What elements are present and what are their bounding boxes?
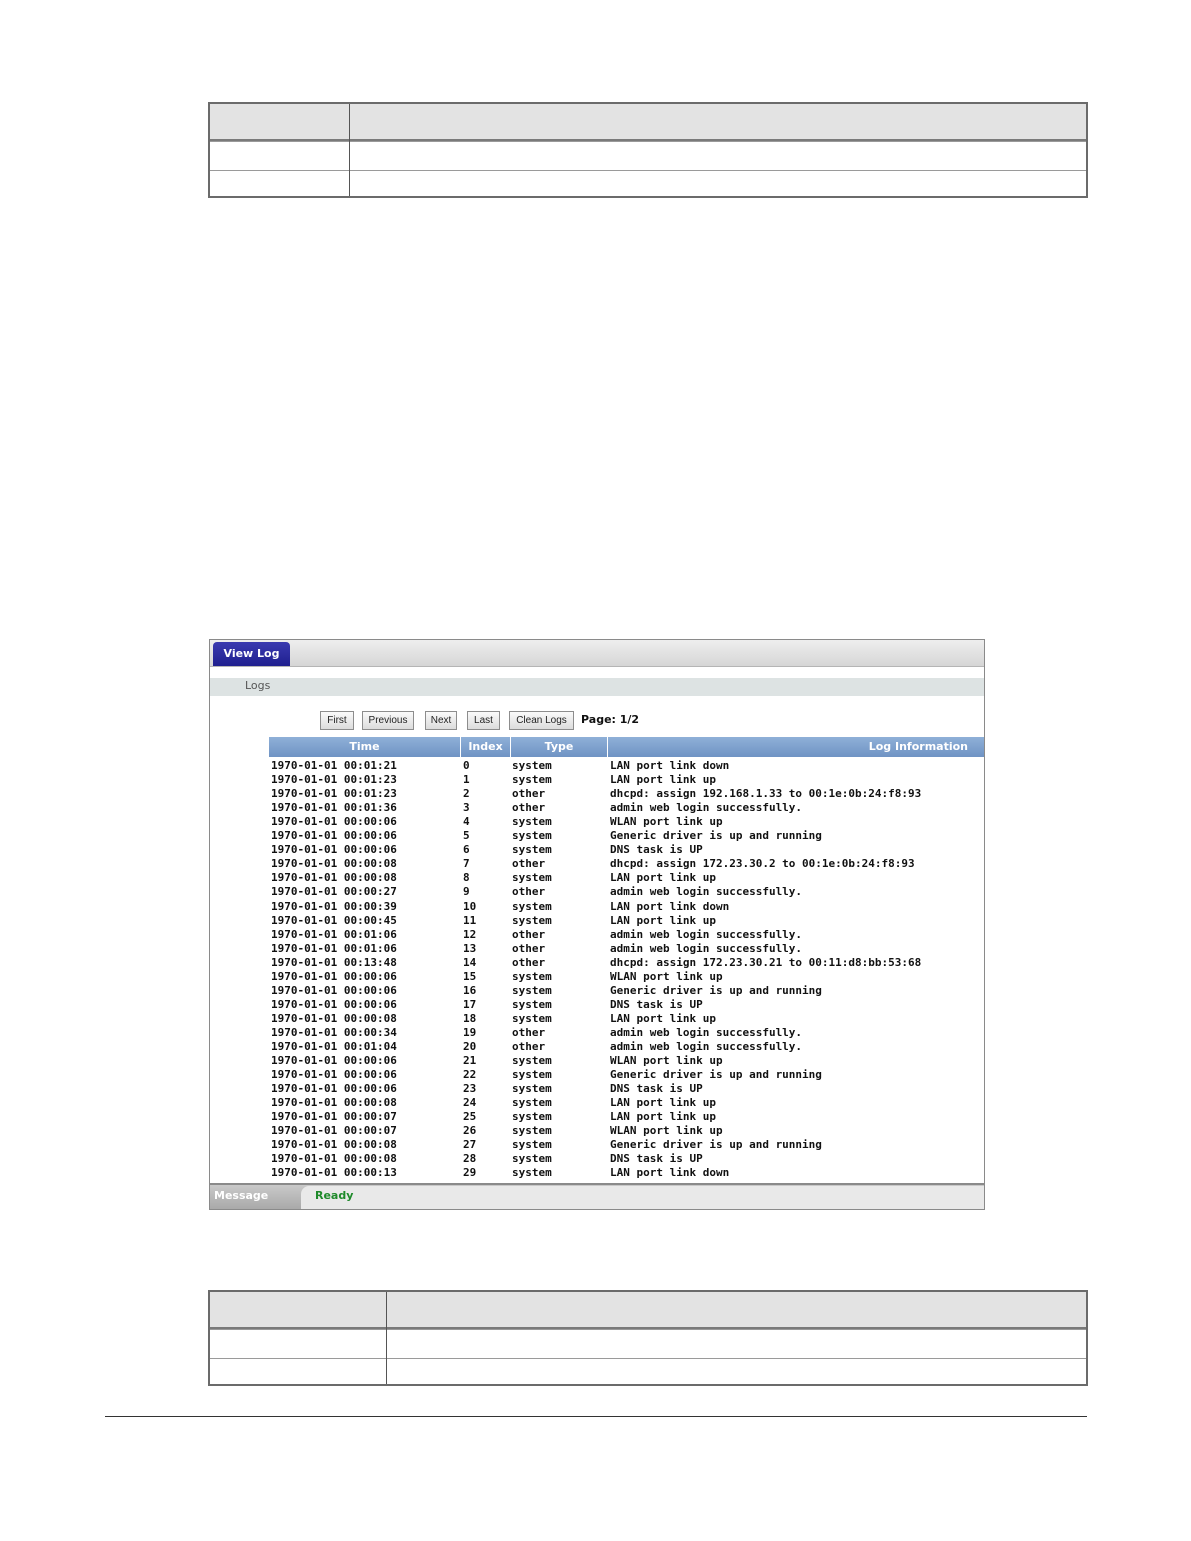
log-row (210, 1110, 985, 1124)
log-type: other (512, 927, 546, 941)
log-time: 1970-01-01 00:01:23 (271, 787, 397, 801)
log-type: system (512, 773, 552, 787)
previous-button[interactable]: Previous (362, 711, 414, 730)
log-type: other (512, 787, 546, 801)
column-header-time: Time (269, 737, 461, 757)
log-information: dhcpd: assign 172.23.30.21 to 00:11:d8:bb:53:68 (610, 955, 922, 969)
log-information: DNS task is UP (610, 843, 703, 857)
log-time: 1970-01-01 00:00:08 (271, 1138, 397, 1152)
log-type: system (512, 1138, 552, 1152)
log-type: system (512, 1068, 552, 1082)
log-row (210, 885, 985, 899)
log-type: other (512, 941, 546, 955)
log-index: 3 (463, 801, 470, 815)
footer-rule (105, 1416, 1087, 1417)
log-row (210, 970, 985, 984)
log-index: 21 (463, 1054, 477, 1068)
log-time: 1970-01-01 00:01:04 (271, 1040, 397, 1053)
bottom-table-row (210, 1329, 1086, 1358)
log-type: other (512, 955, 546, 969)
log-information: DNS task is UP (610, 1082, 703, 1096)
log-information: LAN port link down (610, 1166, 730, 1180)
log-row (210, 956, 985, 970)
log-index: 20 (463, 1040, 477, 1053)
column-header-type: Type (511, 737, 608, 757)
log-index: 29 (463, 1166, 477, 1180)
log-time: 1970-01-01 00:01:23 (271, 773, 397, 787)
log-time: 1970-01-01 00:00:06 (271, 829, 397, 843)
log-row (210, 914, 985, 928)
log-index: 22 (463, 1068, 477, 1082)
log-time: 1970-01-01 00:00:08 (271, 871, 397, 885)
log-row (210, 1166, 985, 1180)
first-button[interactable]: First (320, 711, 354, 730)
log-index: 5 (463, 829, 470, 843)
log-time: 1970-01-01 00:00:07 (271, 1110, 397, 1124)
log-index: 15 (463, 969, 477, 983)
log-information: DNS task is UP (610, 997, 703, 1011)
log-row (210, 1152, 985, 1166)
log-row (210, 843, 985, 857)
top-table-header (210, 104, 1086, 141)
log-row (210, 928, 985, 942)
log-row (210, 942, 985, 956)
log-information: WLAN port link up (610, 1054, 723, 1068)
log-row (210, 1054, 985, 1068)
log-index: 7 (463, 857, 470, 871)
log-information: admin web login successfully. (610, 927, 803, 941)
log-type: system (512, 1124, 552, 1138)
log-time: 1970-01-01 00:01:06 (271, 927, 397, 941)
status-ready-text: Ready (315, 1189, 354, 1202)
log-type: system (512, 983, 552, 997)
log-row (210, 801, 985, 815)
tab-view-log[interactable]: View Log (213, 642, 290, 666)
log-time: 1970-01-01 00:01:36 (271, 801, 397, 815)
log-type: system (512, 997, 552, 1011)
log-row (210, 1096, 985, 1110)
log-index: 24 (463, 1096, 477, 1110)
log-information: admin web login successfully. (610, 1040, 803, 1053)
log-information: LAN port link up (610, 1011, 716, 1025)
log-index: 17 (463, 997, 477, 1011)
log-row (210, 984, 985, 998)
logs-section-header (210, 678, 984, 696)
log-time: 1970-01-01 00:00:34 (271, 1025, 397, 1039)
status-bar (210, 1183, 984, 1209)
log-row (210, 857, 985, 871)
log-time: 1970-01-01 00:00:45 (271, 913, 397, 927)
log-row (210, 998, 985, 1012)
log-type: system (512, 829, 552, 843)
log-index: 12 (463, 927, 477, 941)
log-information: LAN port link down (610, 759, 730, 772)
tab-bar (210, 640, 984, 667)
log-information: WLAN port link up (610, 969, 723, 983)
log-time: 1970-01-01 00:00:39 (271, 899, 397, 913)
log-index: 19 (463, 1025, 477, 1039)
log-type: system (512, 843, 552, 857)
log-index: 8 (463, 871, 470, 885)
log-row (210, 1124, 985, 1138)
log-type: other (512, 1025, 546, 1039)
log-index: 0 (463, 759, 470, 772)
log-type: system (512, 1011, 552, 1025)
log-index: 27 (463, 1138, 477, 1152)
log-type: system (512, 1166, 552, 1180)
next-button[interactable]: Next (425, 711, 457, 730)
log-information: dhcpd: assign 192.168.1.33 to 00:1e:0b:24:f8:93 (610, 787, 922, 801)
log-row (210, 1068, 985, 1082)
log-time: 1970-01-01 00:00:06 (271, 983, 397, 997)
log-time: 1970-01-01 00:00:07 (271, 1124, 397, 1138)
log-information: Generic driver is up and running (610, 1068, 822, 1082)
logs-section-label: Logs (245, 679, 271, 692)
log-information: Generic driver is up and running (610, 829, 822, 843)
status-value-box (301, 1186, 984, 1209)
log-type: system (512, 1110, 552, 1124)
bottom-table-row (210, 1358, 1086, 1386)
log-information: Generic driver is up and running (610, 1138, 822, 1152)
top-table-row (210, 141, 1086, 170)
log-information: admin web login successfully. (610, 885, 803, 899)
log-time: 1970-01-01 00:01:06 (271, 941, 397, 955)
log-time: 1970-01-01 00:00:06 (271, 1082, 397, 1096)
log-type: other (512, 857, 546, 871)
log-index: 26 (463, 1124, 477, 1138)
log-time: 1970-01-01 00:00:27 (271, 885, 397, 899)
log-row (210, 1082, 985, 1096)
column-header-log-information: Log Information (868, 740, 968, 753)
bottom-table-divider (386, 1292, 387, 1384)
log-time: 1970-01-01 00:00:08 (271, 857, 397, 871)
bottom-table-header (210, 1292, 1086, 1329)
log-index: 16 (463, 983, 477, 997)
log-index: 13 (463, 941, 477, 955)
log-type: system (512, 1054, 552, 1068)
log-index: 1 (463, 773, 470, 787)
log-information: admin web login successfully. (610, 941, 803, 955)
log-type: other (512, 1040, 546, 1053)
log-information: dhcpd: assign 172.23.30.2 to 00:1e:0b:24:f8:93 (610, 857, 915, 871)
log-row (210, 815, 985, 829)
log-row (210, 773, 985, 787)
log-time: 1970-01-01 00:00:08 (271, 1096, 397, 1110)
log-information: DNS task is UP (610, 1152, 703, 1166)
log-type: system (512, 899, 552, 913)
log-information: LAN port link up (610, 773, 716, 787)
log-type: system (512, 913, 552, 927)
log-row (210, 829, 985, 843)
log-information: LAN port link up (610, 1096, 716, 1110)
log-index: 9 (463, 885, 470, 899)
log-time: 1970-01-01 00:00:06 (271, 843, 397, 857)
log-time: 1970-01-01 00:00:06 (271, 815, 397, 829)
log-index: 18 (463, 1011, 477, 1025)
log-information: LAN port link up (610, 913, 716, 927)
log-index: 23 (463, 1082, 477, 1096)
log-information: Generic driver is up and running (610, 983, 822, 997)
log-time: 1970-01-01 00:01:21 (271, 759, 397, 772)
log-index: 6 (463, 843, 470, 857)
top-table-divider (349, 104, 350, 196)
log-information: WLAN port link up (610, 1124, 723, 1138)
log-type: system (512, 969, 552, 983)
log-type: system (512, 1082, 552, 1096)
log-row (210, 1012, 985, 1026)
log-time: 1970-01-01 00:00:06 (271, 1054, 397, 1068)
clean-logs-button[interactable]: Clean Logs (509, 711, 574, 730)
log-type: system (512, 815, 552, 829)
log-index: 2 (463, 787, 470, 801)
page-indicator: Page: 1/2 (581, 713, 640, 726)
log-information: WLAN port link up (610, 815, 723, 829)
status-message-label: Message (214, 1189, 269, 1202)
view-log-window (209, 639, 985, 1210)
log-type: system (512, 1152, 552, 1166)
log-information: LAN port link up (610, 871, 716, 885)
bottom-empty-table (208, 1290, 1088, 1386)
log-information: admin web login successfully. (610, 1025, 803, 1039)
last-button[interactable]: Last (467, 711, 500, 730)
top-table-row (210, 170, 1086, 198)
log-information: admin web login successfully. (610, 801, 803, 815)
log-index: 11 (463, 913, 477, 927)
log-time: 1970-01-01 00:00:08 (271, 1152, 397, 1166)
log-row (210, 871, 985, 885)
top-empty-table (208, 102, 1088, 198)
log-time: 1970-01-01 00:00:06 (271, 1068, 397, 1082)
log-time: 1970-01-01 00:00:08 (271, 1011, 397, 1025)
log-time: 1970-01-01 00:00:13 (271, 1166, 397, 1180)
log-row (210, 1026, 985, 1040)
log-type: system (512, 759, 552, 772)
log-row (210, 1040, 985, 1054)
log-table-header (269, 737, 984, 757)
log-type: system (512, 1096, 552, 1110)
log-index: 14 (463, 955, 477, 969)
log-information: LAN port link up (610, 1110, 716, 1124)
log-row (210, 759, 985, 773)
log-row (210, 787, 985, 801)
log-type: system (512, 871, 552, 885)
log-time: 1970-01-01 00:00:06 (271, 997, 397, 1011)
log-type: other (512, 801, 546, 815)
log-index: 4 (463, 815, 470, 829)
column-header-index: Index (461, 737, 511, 757)
log-information: LAN port link down (610, 899, 730, 913)
log-index: 28 (463, 1152, 477, 1166)
log-index: 25 (463, 1110, 477, 1124)
log-index: 10 (463, 899, 477, 913)
log-type: other (512, 885, 546, 899)
log-row (210, 1138, 985, 1152)
log-row (210, 900, 985, 914)
log-time: 1970-01-01 00:00:06 (271, 969, 397, 983)
log-time: 1970-01-01 00:13:48 (271, 955, 397, 969)
